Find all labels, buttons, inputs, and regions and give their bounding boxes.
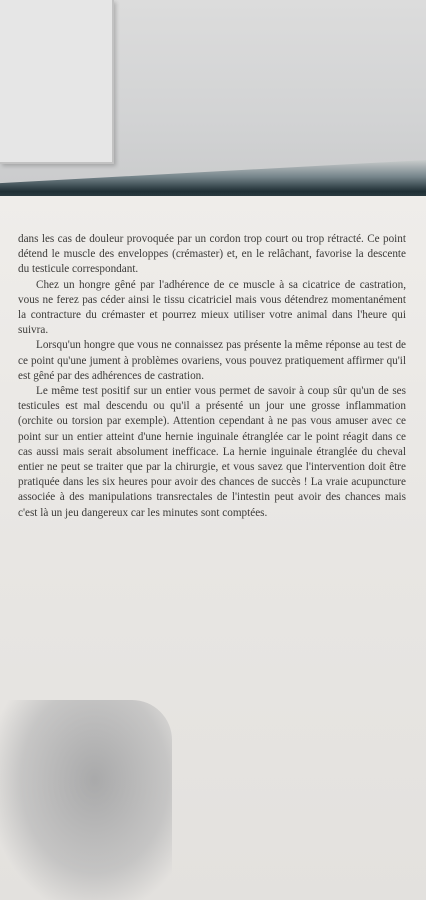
book-text xyxy=(18,232,406,521)
paragraph: Le même test positif sur un entier vous permet de savoir à coup sûr qu'un de ses testicules est mal descendu ou qu'il a présenté un jour une grosse inflammation (orchite ou torsion par exemple). Attention cependant à ne pas vous amuser avec ce point sur un entier atteint d'une hernie inguinale étranglée car le point réagit dans ce cas aussi mais serait absolument inefficace. La hernie inguinale étranglée du cheval entier ne peut se traiter que par la chirurgie, et vous savez que l'intervention doit être pratiquée dans les six heures pour avoir des chances de succès ! La vraie acupuncture associée à des manipulations transrectales de l'intestin peut avoir des chances mais c'est là un jeu dangereux car les minutes sont comptées. xyxy=(18,385,406,519)
paragraph: Chez un hongre gêné par l'adhérence de ce muscle à sa cicatrice de castration, vous ne ferez pas céder ainsi le tissu cicatriciel mais vous détendrez momentanément la contracture du crémaster et pourrez mieux utiliser votre animal dans l'heure qui suivra. xyxy=(18,278,406,337)
stacked-sheet xyxy=(0,0,114,164)
hand-shadow xyxy=(0,700,172,900)
paragraph: dans les cas de douleur provoquée par un cordon trop court ou trop rétracté. Ce point détend le muscle des enveloppes (crémaster) et, en le relâchant, favorise la descente du testicule correspondant. xyxy=(18,233,406,276)
paragraph: Lorsqu'un hongre que vous ne connaissez pas présente la même réponse au test de ce point qu'une jument à problèmes ovariens, vous pouvez pratiquement affirmer qu'il est gêné par des adhérences de castration. xyxy=(18,339,406,382)
